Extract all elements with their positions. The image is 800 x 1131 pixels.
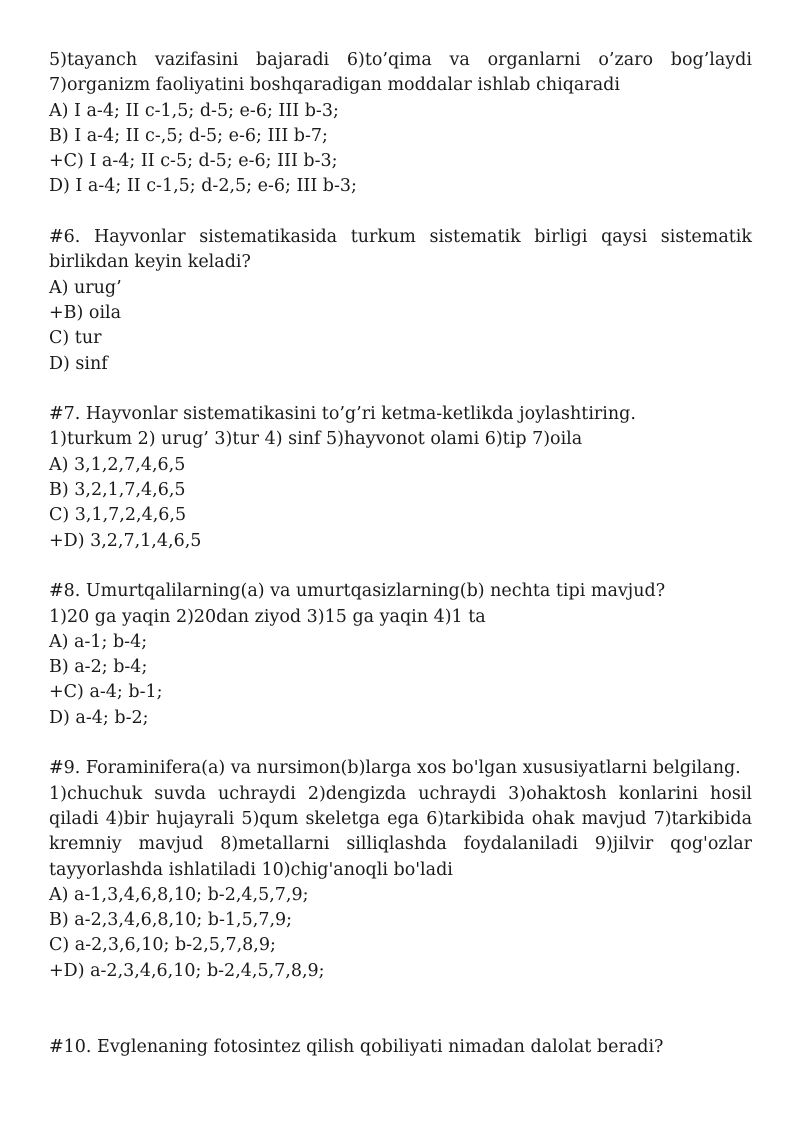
option-d-correct: +D) 3,2,7,1,4,6,5 [49, 530, 202, 551]
question-8-block [49, 579, 752, 731]
question-6-text-line: birlikdan keyin keladi? [49, 252, 251, 273]
question-7-block [49, 402, 752, 554]
option-c: C) a-2,3,6,10; b-2,5,7,8,9; [49, 935, 276, 956]
question-8-text-line: #8. Umurtqalilarning(a) va umurtqasizlarning(b) nechta tipi mavjud? [49, 581, 666, 602]
document-page [49, 48, 752, 1060]
question-7-text-line: #7. Hayvonlar sistematikasini to’g’ri ketma-ketlikda joylashtiring. [49, 404, 636, 425]
question-8-items-line: 1)20 ga yaqin 2)20dan ziyod 3)15 ga yaqin 4)1 ta [49, 606, 486, 627]
option-d: D) a-4; b-2; [49, 707, 149, 728]
option-a: A) I a-4; II c-1,5; d-5; e-6; III b-3; [49, 100, 339, 121]
question-5-text-line: 5)tayanch vazifasini bajaradi 6)to’qima va organlarni o’zaro bog’laydi [49, 50, 752, 70]
option-c: C) tur [49, 328, 102, 349]
option-a: A) a-1; b-4; [49, 631, 148, 652]
option-c-correct: +C) a-4; b-1; [49, 682, 163, 703]
question-5-block [49, 48, 752, 200]
option-a: A) a-1,3,4,6,8,10; b-2,4,5,7,9; [49, 884, 309, 905]
option-b: B) I a-4; II c-,5; d-5; e-6; III b-7; [49, 125, 328, 146]
question-9-items-line: qiladi 4)bir hujayrali 5)qum skeletga ega 6)tarkibida ohak mavjud 7)tarkibida [49, 808, 752, 829]
question-5-text-line: 7)organizm faoliyatini boshqaradigan moddalar ishlab chiqaradi [49, 75, 620, 96]
option-a: A) urug’ [49, 277, 122, 298]
option-c: C) 3,1,7,2,4,6,5 [49, 505, 187, 526]
spacer [49, 731, 752, 756]
option-d: D) I a-4; II c-1,5; d-2,5; e-6; III b-3; [49, 176, 357, 197]
option-c-correct: +C) I a-4; II c-5; d-5; e-6; III b-3; [49, 151, 338, 172]
question-6-block [49, 225, 752, 377]
spacer [49, 200, 752, 225]
option-b: B) 3,2,1,7,4,6,5 [49, 480, 186, 501]
question-6-text-line: #6. Hayvonlar sistematikasida turkum sistematik birligi qaysi sistematik [49, 227, 752, 248]
question-10-block [49, 1035, 752, 1060]
question-9-text-line: #9. Foraminifera(a) va nursimon(b)larga xos bo'lgan xususiyatlarni belgilang. [49, 758, 741, 779]
option-a: A) 3,1,2,7,4,6,5 [49, 454, 186, 475]
question-9-block [49, 756, 752, 984]
option-d: D) sinf [49, 353, 108, 374]
question-9-items-line: tayyorlashda ishlatiladi 10)chig'anoqli bo'ladi [49, 859, 453, 880]
spacer [49, 377, 752, 402]
question-9-items-line: kremniy mavjud 8)metallarni silliqlashda foydalaniladi 9)jilvir qog'ozlar [49, 834, 752, 855]
question-9-items-line: 1)chuchuk suvda uchraydi 2)dengizda uchraydi 3)ohaktosh konlarini hosil [49, 783, 752, 804]
option-b: B) a-2,3,4,6,8,10; b-1,5,7,9; [49, 910, 293, 931]
spacer [49, 554, 752, 579]
spacer [49, 984, 752, 1035]
option-b: B) a-2; b-4; [49, 657, 148, 678]
option-b-correct: +B) oila [49, 302, 122, 323]
option-d-correct: +D) a-2,3,4,6,10; b-2,4,5,7,8,9; [49, 960, 325, 981]
question-10-text-line: #10. Evglenaning fotosintez qilish qobiliyati nimadan dalolat beradi? [49, 1036, 664, 1057]
question-7-items-line: 1)turkum 2) urug’ 3)tur 4) sinf 5)hayvonot olami 6)tip 7)oila [49, 429, 583, 450]
